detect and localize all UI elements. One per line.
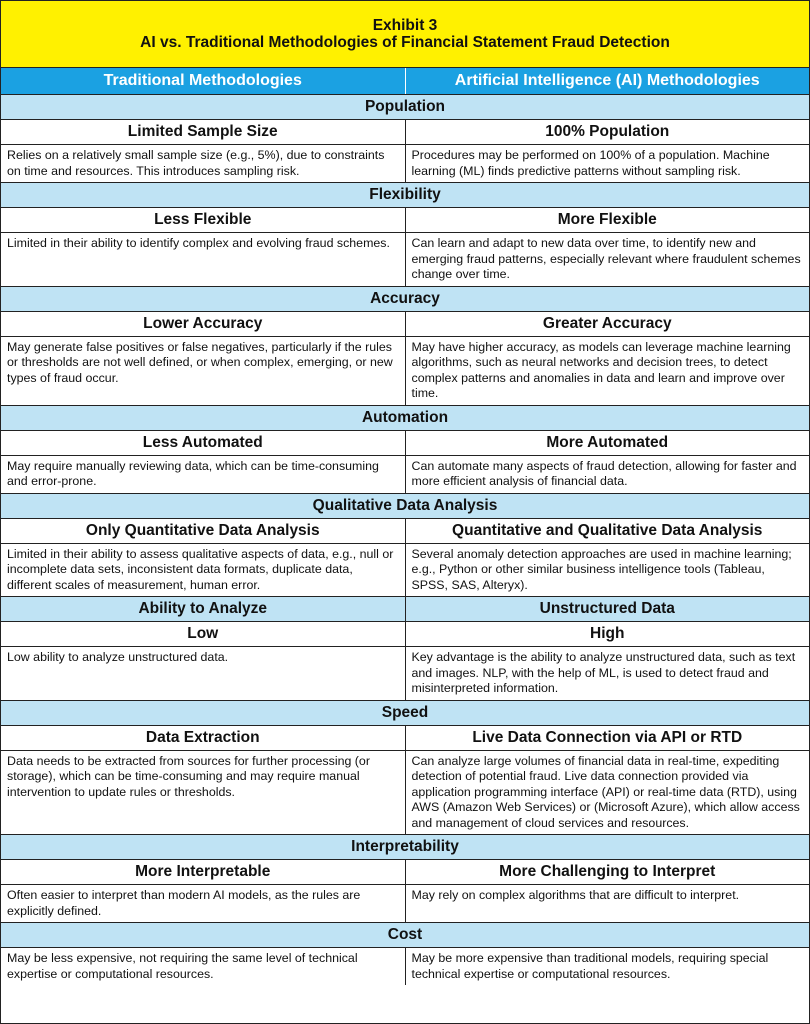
description-row: [1, 544, 809, 598]
traditional-subheading: Data Extraction: [1, 726, 406, 750]
section-automation: Automation: [1, 406, 809, 431]
description-row: [1, 885, 809, 923]
section-interpretability: Interpretability: [1, 835, 809, 860]
traditional-subheading: Less Automated: [1, 431, 406, 455]
subheading-row: [1, 622, 809, 647]
traditional-description: Relies on a relatively small sample size (e.g., 5%), due to constraints on time and resources. This introduces sampling risk.: [1, 145, 406, 182]
ai-subheading: More Automated: [546, 433, 669, 451]
traditional-description: May be less expensive, not requiring the same level of technical expertise or computational resources.: [1, 948, 406, 985]
traditional-description: Low ability to analyze unstructured data.: [1, 647, 406, 700]
exhibit-title: [1, 1, 809, 68]
ai-subheading: More Challenging to Interpret: [499, 863, 716, 880]
traditional-subheading: More Interpretable: [1, 860, 406, 884]
section-population: Population: [1, 95, 809, 120]
traditional-subheading: Lower Accuracy: [1, 312, 406, 336]
description-row: [1, 233, 809, 287]
description-row: [1, 948, 809, 985]
description-row: [1, 456, 809, 494]
section-cost: Cost: [1, 923, 809, 948]
subheading-row: [1, 208, 809, 233]
subheading-row: [1, 860, 809, 885]
traditional-subheading: Limited Sample Size: [1, 120, 406, 144]
traditional-subheading: Low: [1, 622, 406, 646]
ai-subheading: Live Data Connection via API or RTD: [472, 728, 743, 746]
description-row: [1, 145, 809, 183]
ai-subheading: Greater Accuracy: [542, 314, 672, 332]
subheading-row: [1, 312, 809, 337]
traditional-description: May generate false positives or false negatives, particularly if the rules or thresholds are not well defined, or when complex, emerging, or new types of fraud occur.: [1, 337, 406, 405]
subheading-row: [1, 726, 809, 751]
column-header-ai: Artificial Intelligence (AI) Methodologies: [454, 72, 760, 89]
traditional-subheading: Only Quantitative Data Analysis: [1, 519, 406, 543]
section-accuracy: Accuracy: [1, 287, 809, 312]
ai-description: Can analyze large volumes of financial data in real-time, expediting detection of potential fraud. Live data connection provided via application programming interface (API) or real-time data (RTD), using AWS (Amazon Web Services) or (Microsoft Azure), which allow access and management of cloud services and resources.: [411, 753, 800, 830]
description-row: [1, 751, 809, 836]
traditional-description: Data needs to be extracted from sources for further processing (or storage), which can be time-consuming and may require manual intervention to update rules or thresholds.: [1, 751, 406, 835]
ai-description: Several anomaly detection approaches are used in machine learning; e.g., Python or other similar business intelligence tools (Tableau, SPSS, SAS, Alteryx).: [411, 546, 792, 592]
column-header-traditional: Traditional Methodologies: [1, 68, 406, 94]
description-row: [1, 337, 809, 406]
description-row: [1, 647, 809, 701]
traditional-description: May require manually reviewing data, which can be time-consuming and error-prone.: [1, 456, 406, 493]
traditional-description: Often easier to interpret than modern AI models, as the rules are explicitly defined.: [1, 885, 406, 922]
ai-description: May have higher accuracy, as models can leverage machine learning algorithms, such as neural networks and decision trees, to detect complex patterns and anomalies in data and learn and improve over time.: [411, 339, 791, 400]
section-heading-right: Unstructured Data: [539, 600, 675, 617]
traditional-description: Limited in their ability to identify complex and evolving fraud schemes.: [1, 233, 406, 286]
ai-subheading: High: [590, 625, 625, 642]
ai-description: May rely on complex algorithms that are difficult to interpret.: [411, 888, 740, 902]
ai-subheading: 100% Population: [545, 123, 670, 140]
exhibit-heading: AI vs. Traditional Methodologies of Financial Statement Fraud Detection: [140, 34, 670, 51]
ai-subheading: Quantitative and Qualitative Data Analysis: [452, 521, 763, 539]
ai-description: Procedures may be performed on 100% of a population. Machine learning (ML) finds predictive patterns without sampling risk.: [411, 148, 770, 178]
subheading-row: [1, 120, 809, 145]
ai-description: Can learn and adapt to new data over time, to identify new and emerging fraud patterns, especially relevant where fraudulent schemes change over time.: [411, 236, 801, 281]
section-unstructured-data: [1, 597, 809, 622]
section-heading-left: Ability to Analyze: [1, 597, 406, 621]
ai-description: Key advantage is the ability to analyze unstructured data, such as text and images. NLP, with the help of ML, is used to detect fraud and misinterpreted information.: [411, 650, 796, 695]
section-flexibility: Flexibility: [1, 183, 809, 208]
column-header-row: [1, 68, 809, 95]
subheading-row: [1, 519, 809, 544]
ai-description: May be more expensive than traditional models, requiring special technical expertise or computational resources.: [411, 951, 769, 981]
ai-description: Can automate many aspects of fraud detection, allowing for faster and more efficient analysis of financial data.: [411, 458, 797, 488]
ai-subheading: More Flexible: [557, 211, 657, 228]
exhibit-number: Exhibit 3: [372, 17, 438, 34]
section-qualitative-data-analysis: Qualitative Data Analysis: [1, 494, 809, 519]
section-speed: Speed: [1, 701, 809, 726]
traditional-description: Limited in their ability to assess qualitative aspects of data, e.g., null or incomplete data sets, inconsistent data formats, duplicate data, different scales of measurement, human error.: [1, 544, 406, 597]
subheading-row: [1, 431, 809, 456]
traditional-subheading: Less Flexible: [1, 208, 406, 232]
